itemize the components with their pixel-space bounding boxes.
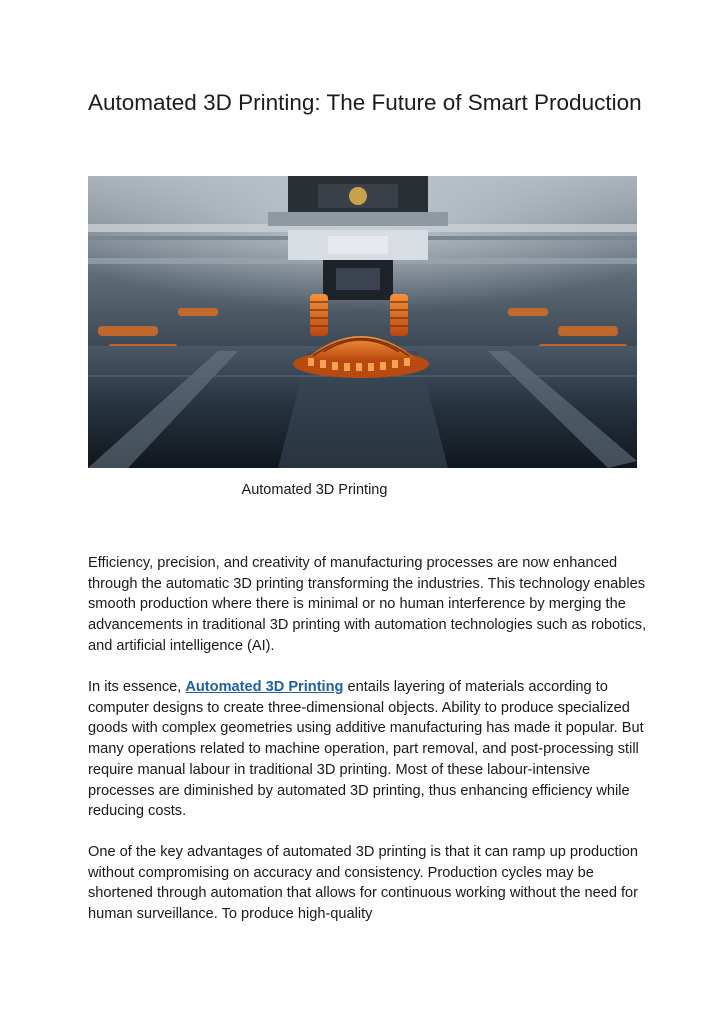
hero-image-3d-printer: [88, 176, 637, 468]
paragraph-essence-lead: In its essence,: [88, 679, 186, 695]
paragraph-essence: [88, 677, 648, 822]
paragraph-essence-body: entails layering of materials according to computer designs to create three-dimensional objects. Ability to produce specialized goods with complex geometries using additive manufacturing has made it popular. But many operations related to machine operation, part removal, and post-processing still require manual labour in traditional 3D printing. Most of these labour-intensive processes are diminished by automated 3D printing, thus enhancing efficiency while reducing costs.: [88, 679, 644, 820]
page-title: Automated 3D Printing: The Future of Smart Production: [88, 90, 642, 115]
paragraph-intro: Efficiency, precision, and creativity of manufacturing processes are now enhanced through the automatic 3D printing transforming the industries. This technology enables smooth production where there is minimal or no human interference by merging the advancements in traditional 3D printing with automation technologies such as robotics, and artificial intelligence (AI).: [88, 555, 647, 654]
paragraph-advantages: One of the key advantages of automated 3D printing is that it can ramp up production without compromising on accuracy and consistency. Production cycles may be shortened through automation that allows for continuous working without the need for human surveillance. To produce high-quality: [88, 844, 639, 923]
automated-3d-printing-link[interactable]: Automated 3D Printing: [185, 679, 344, 695]
figure-caption: Automated 3D Printing: [241, 482, 388, 498]
